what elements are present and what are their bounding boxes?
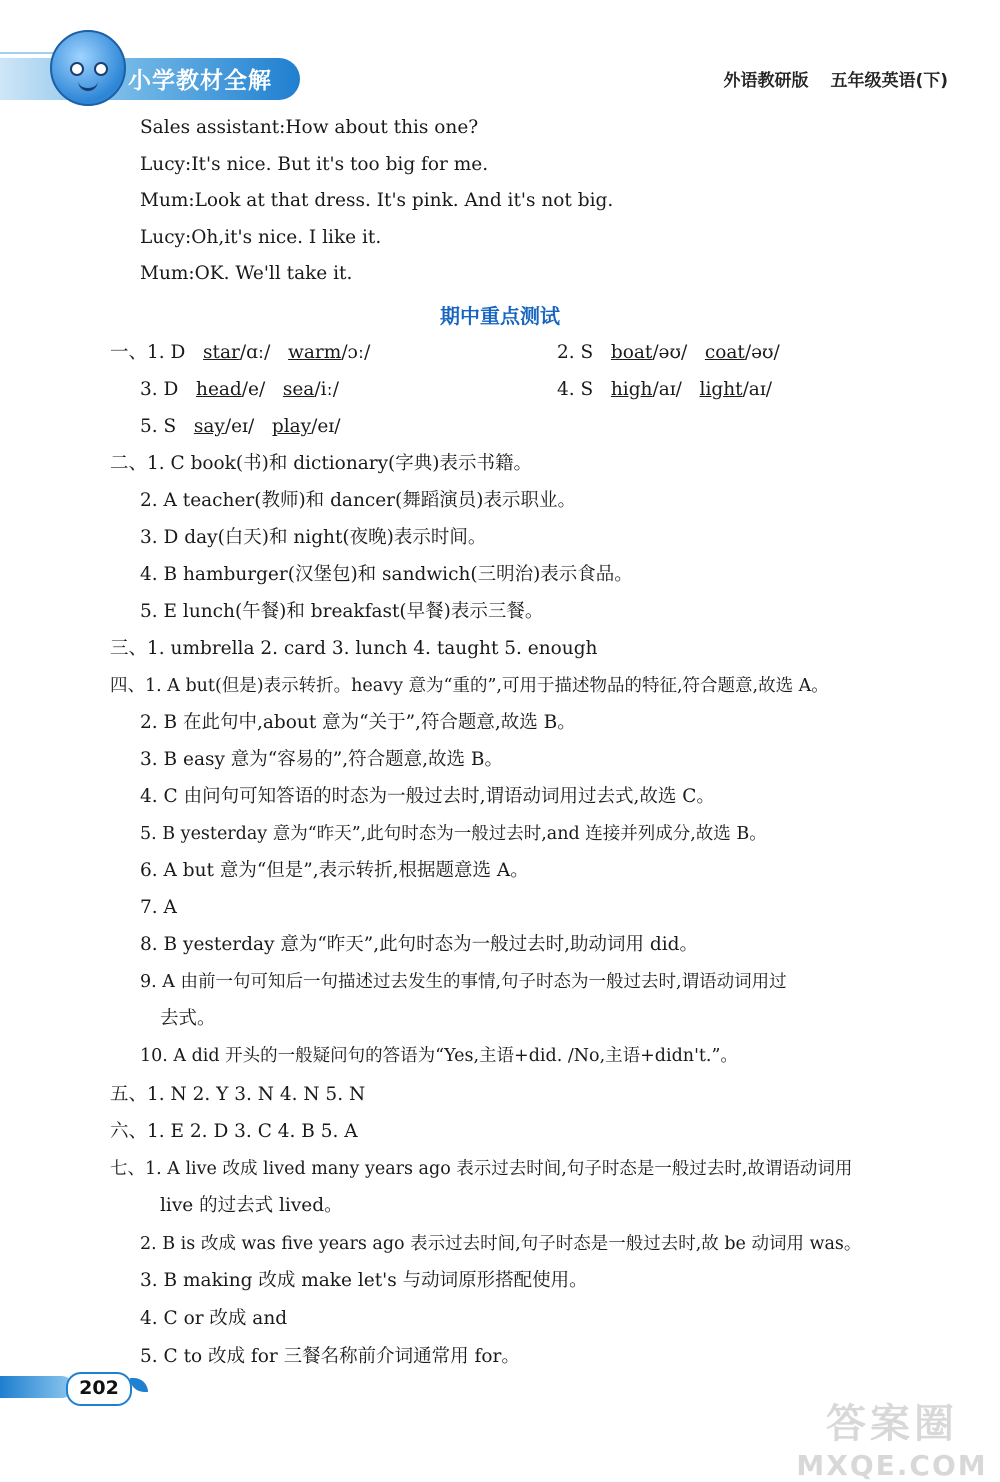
answer-line: 7. A xyxy=(140,897,177,918)
dialogue-line: Lucy:Oh,it's nice. I like it. xyxy=(140,227,382,248)
book-info xyxy=(708,66,948,91)
answer-line: 3. B making 改成 make let's 与动词原形搭配使用。 xyxy=(140,1270,588,1291)
brand-title: 小学教材全解 xyxy=(128,68,272,94)
answer-line: 10. A did 开头的一般疑问句的答语为“Yes,主语+did. /No,主语+didn't.”。 xyxy=(140,1046,738,1066)
publisher-label: 外语教研版 xyxy=(723,71,809,91)
phonetic-row: 5. S say/eɪ/ play/eɪ/ xyxy=(140,416,341,437)
answer-line: 4. B hamburger(汉堡包)和 sandwich(三明治)表示食品。 xyxy=(140,564,633,585)
section-title: 期中重点测试 xyxy=(440,304,560,328)
answer-line: live 的过去式 lived。 xyxy=(160,1195,343,1216)
answer-line: 六、1. E 2. D 3. C 4. B 5. A xyxy=(110,1121,358,1142)
watermark-logo xyxy=(792,1392,992,1482)
page-number: 202 xyxy=(66,1372,132,1406)
answer-line: 3. B easy 意为“容易的”,符合题意,故选 B。 xyxy=(140,749,503,770)
grade-label: 五年级英语(下) xyxy=(830,71,948,91)
answer-line: 五、1. N 2. Y 3. N 4. N 5. N xyxy=(110,1084,366,1105)
answer-line: 去式。 xyxy=(160,1008,216,1029)
leaf-icon xyxy=(130,1378,148,1392)
answer-line: 七、1. A live 改成 lived many years ago 表示过去时间,句子时态是一般过去时,故谓语动词用 xyxy=(110,1159,853,1179)
phonetic-row: 3. D head/e/ sea/iː/ xyxy=(140,379,339,400)
answer-line: 二、1. C book(书)和 dictionary(字典)表示书籍。 xyxy=(110,453,532,474)
answer-line: 三、1. umbrella 2. card 3. lunch 4. taught 5. enough xyxy=(110,638,598,659)
answer-line: 5. C to 改成 for 三餐名称前介词通常用 for。 xyxy=(140,1346,520,1367)
answer-line: 6. A but 意为“但是”,表示转折,根据题意选 A。 xyxy=(140,860,529,881)
page-footer xyxy=(0,1372,160,1404)
watermark-url: MXQE.COM xyxy=(796,1449,988,1482)
answer-line: 2. B is 改成 was five years ago 表示过去时间,句子时态是一般过去时,故 be 动词用 was。 xyxy=(140,1234,862,1254)
dialogue-line: Mum:Look at that dress. It's pink. And it's not big. xyxy=(140,190,614,211)
answer-line: 8. B yesterday 意为“昨天”,此句时态为一般过去时,助动词用 did。 xyxy=(140,934,698,955)
answer-line: 5. B yesterday 意为“昨天”,此句时态为一般过去时,and 连接并列成分,故选 B。 xyxy=(140,824,767,844)
phonetic-row: 4. S high/aɪ/ light/aɪ/ xyxy=(557,379,772,400)
answer-line: 4. C or 改成 and xyxy=(140,1308,288,1329)
answer-line: 4. C 由问句可知答语的时态为一般过去时,谓语动词用过去式,故选 C。 xyxy=(140,786,715,807)
watermark-text: 答案圈 xyxy=(826,1401,958,1447)
dialogue-line: Sales assistant:How about this one? xyxy=(140,117,479,138)
mascot-logo xyxy=(50,30,126,106)
answer-line: 2. A teacher(教师)和 dancer(舞蹈演员)表示职业。 xyxy=(140,490,576,511)
answer-line: 3. D day(白天)和 night(夜晚)表示时间。 xyxy=(140,527,487,548)
answer-line: 2. B 在此句中,about 意为“关于”,符合题意,故选 B。 xyxy=(140,712,576,733)
phonetic-row: 2. S boat/əʊ/ coat/əʊ/ xyxy=(557,342,780,363)
answer-line: 四、1. A but(但是)表示转折。heavy 意为“重的”,可用于描述物品的特征,符合题意,故选 A。 xyxy=(110,676,829,696)
page-header xyxy=(0,0,1000,110)
footer-stripe xyxy=(0,1376,72,1398)
dialogue-line: Mum:OK. We'll take it. xyxy=(140,263,353,284)
answer-line: 9. A 由前一句可知后一句描述过去发生的事情,句子时态为一般过去时,谓语动词用过 xyxy=(140,972,787,992)
phonetic-row: 一、1. D star/ɑː/ warm/ɔː/ xyxy=(110,342,371,363)
answer-line: 5. E lunch(午餐)和 breakfast(早餐)表示三餐。 xyxy=(140,601,544,622)
dialogue-line: Lucy:It's nice. But it's too big for me. xyxy=(140,154,489,175)
